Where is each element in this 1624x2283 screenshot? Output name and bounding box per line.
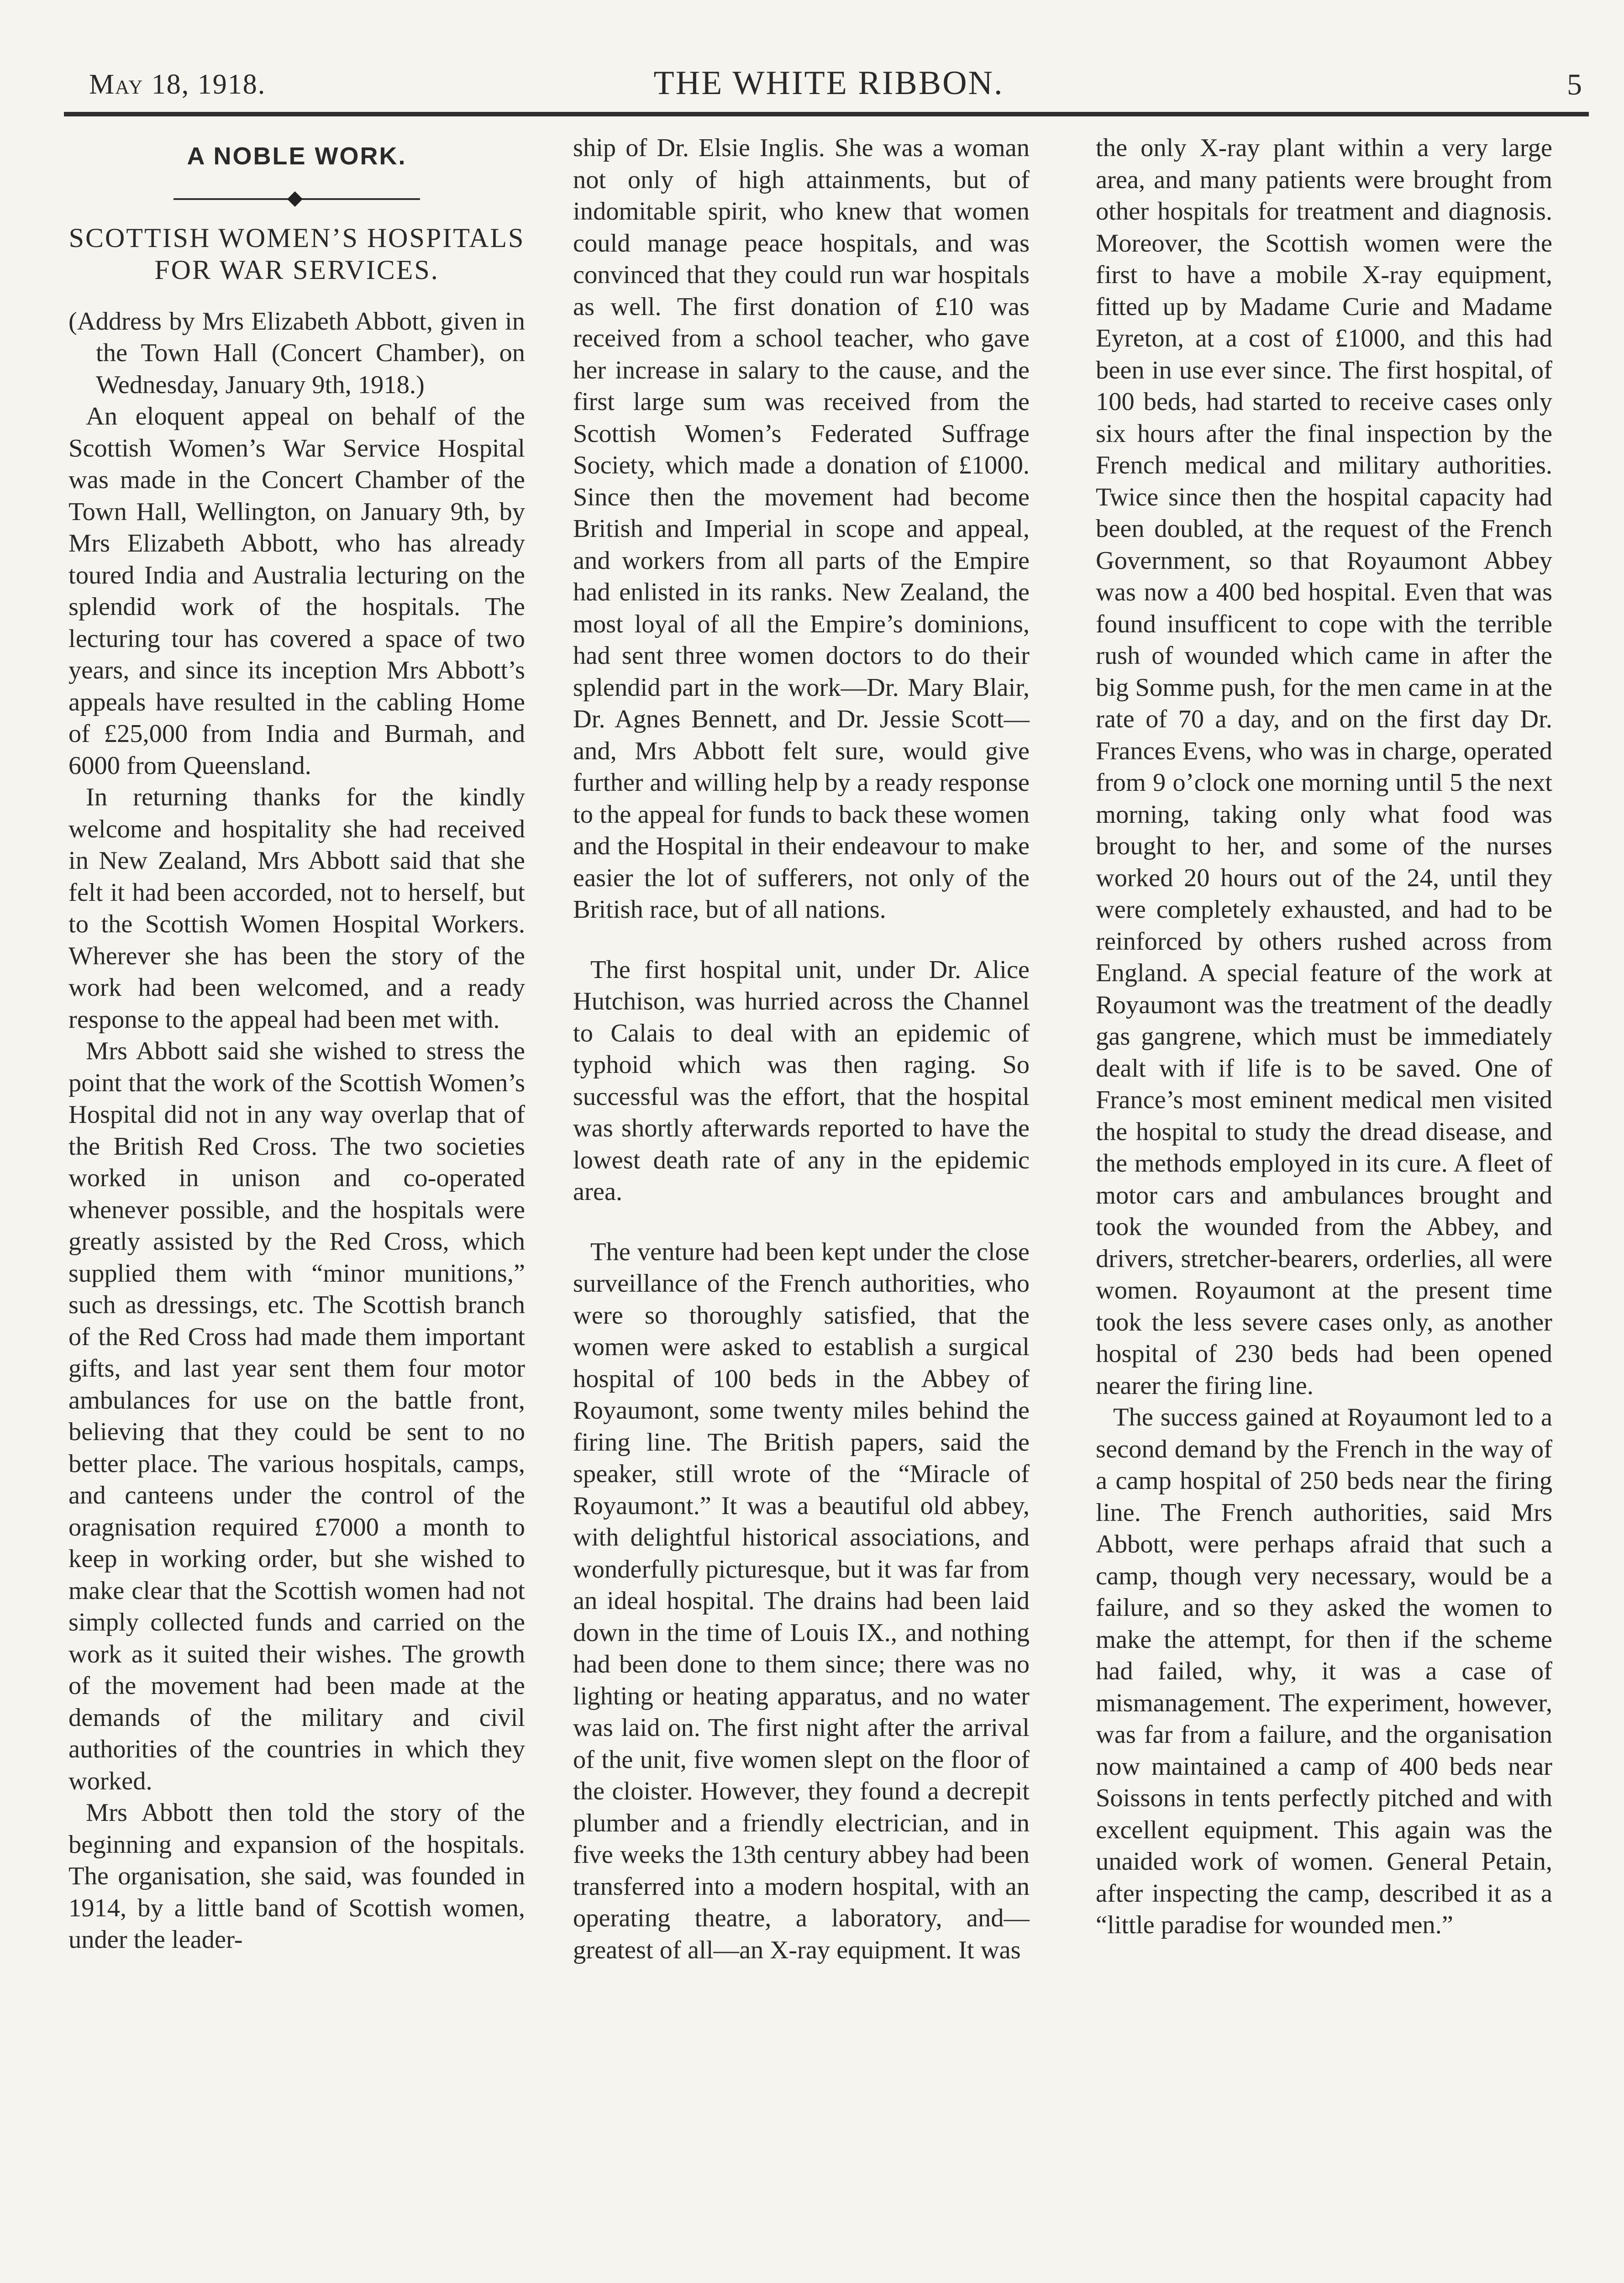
column-2 xyxy=(573,132,1030,1966)
paragraph: The first hospital unit, under Dr. Alice Hutchison, was hurried across the Channel to Calais to deal with an epidemic of typhoid which was then raging. So successful was the effort, that the hospital was shortly afterwards reported to have the lowest death rate of any in the epidemic area. xyxy=(573,955,1030,1206)
header-rule xyxy=(64,112,1589,116)
diamond-icon xyxy=(287,191,303,207)
paragraph: the only X-ray plant within a very large area, and many patients were brought from other hospitals for treatment and diagnosis. Moreover, the Scottish women were the first to have a mobile X-ray equipment, fitted up by Madame Curie and Madame Eyreton, at a cost of £1000, and this had been in use ever since. The first hospital, of 100 beds, had started to receive cases only six hours after the final inspection by the French medical and military authorities. Twice since then the hospital capacity had been doubled, at the request of the French Government, so that Royaumont Abbey was now a 400 bed hospital. Even that was found insufficent to cope with the terrible rush of wounded which came in after the big Somme push, for the men came in at the rate of 70 a day, and on the first day Dr. Frances Evens, who was in charge, operated from 9 o’clock one morning until 5 the next morning, taking only what food was brought to her, and some of the nurses worked 20 hours out of the 24, until they were completely exhausted, and had to be reinforced by others rushed across from England. A special feature of the work at Royaumont was the treatment of the deadly gas gangrene, which must be immediately dealt with if life is to be saved. One of France’s most eminent medical men visited the hospital to study the dread disease, and the methods employed in its cure. A fleet of motor cars and ambulances brought and took the wounded from the Abbey, and drivers, stretcher-bearers, orderlies, all were women. Royaumont at the present time took the less severe cases only, as another hospital of 230 beds had been opened nearer the firing line. xyxy=(1096,134,1552,1400)
paragraph: Mrs Abbott said she wished to stress the point that the work of the Scottish Women’s Hospital did not in any way overlap that of the British Red Cross. The two societies worked in unison and co-operated whenever possible, and the hospitals were greatly assisted by the Red Cross, which supplied them with “minor munitions,” such as dressings, etc. The Scottish branch of the Red Cross had made them important gifts, and last year sent them four motor ambulances for use on the battle front, believing that they could be sent to no better place. The various hospitals, camps, and canteens under the control of the oragnisation required £7000 a month to keep in working order, but she wished to make clear that the Scottish women had not simply collected funds and carried on the work as it suited their wishes. The growth of the movement had been made at the demands of the military and civil authorities of the countries in which they worked. xyxy=(68,1037,525,1795)
paragraph: Mrs Abbott then told the story of the beginning and expansion of the hospitals. The organisation, she said, was founded in 1914, by a little band of Scottish women, under the leader- xyxy=(68,1799,525,1954)
issue-date: May 18, 1918. xyxy=(89,69,266,100)
page-header xyxy=(66,59,1591,114)
paragraph: An eloquent appeal on behalf of the Scottish Women’s War Service Hospital was made in the Concert Chamber of the Town Hall, Wellington, on January 9th, by Mrs Elizabeth Abbott, who has already toured India and Australia lecturing on the splendid work of the hospitals. The lecturing tour has covered a space of two years, and since its inception Mrs Abbott’s appeals have resulted in the cabling Home of £25,000 from India and Burmah, and 6000 from Queensland. xyxy=(68,402,525,780)
article-headline: A NOBLE WORK. xyxy=(187,142,407,170)
page-number: 5 xyxy=(1567,68,1582,101)
column-1 xyxy=(68,132,525,1956)
column-3 xyxy=(1096,132,1552,1941)
paragraph: In returning thanks for the kindly welcome and hospitality she had received in New Zealand, Mrs Abbott said that she felt it had been accorded, not to herself, but to the Scottish Women Hospital Workers. Wherever she has been the story of the work had been welcomed, and a ready response to the appeal had been met with. xyxy=(68,783,525,1034)
address-note: (Address by Mrs Elizabeth Abbott, given in the Town Hall (Concert Chamber), on Wednesday, January 9th, 1918.) xyxy=(68,307,525,399)
paragraph: The venture had been kept under the close surveillance of the French authorities, who were so thoroughly satisfied, that the women were asked to establish a surgical hospital of 100 beds in the Abbey of Royaumont, some twenty miles behind the firing line. The British papers, said the speaker, still wrote of the “Miracle of Royaumont.” It was a beautiful old abbey, with delightful historical associations, and wonderfully picturesque, but it was far from an ideal hospital. The drains had been laid down in the time of Louis IX., and nothing had been done to them since; there was no lighting or heating apparatus, and no water was laid on. The first night after the arrival of the unit, five women slept on the floor of the cloister. However, they found a decrepit plumber and a friendly electrician, and in five weeks the 13th century abbey had been transferred into a modern hospital, with an operating theatre, a laboratory, and—greatest of all—an X-ray equipment. It was xyxy=(573,1237,1030,1964)
divider-ornament xyxy=(68,190,525,208)
paragraph: ship of Dr. Elsie Inglis. She was a woman not only of high attainments, but of indomitable spirit, who knew that women could manage peace hospitals, and was convinced that they could run war hospitals as well. The first donation of £10 was received from a school teacher, who gave her increase in salary to the cause, and the first large sum was received from the Scottish Women’s Federated Suffrage Society, which made a donation of £1000. Since then the movement had become British and Imperial in scope and appeal, and workers from all parts of the Empire had enlisted in its ranks. New Zealand, the most loyal of all the Empire’s dominions, had sent three women doctors to do their splendid part in the work—Dr. Mary Blair, Dr. Agnes Bennett, and Dr. Jessie Scott—and, Mrs Abbott felt sure, would give further and willing help by a ready response to the appeal for funds to back these women and the Hospital in their endeavour to make easier the lot of sufferers, not only of the British race, but of all nations. xyxy=(573,134,1030,924)
article-subheadline: SCOTTISH WOMEN’S HOSPITALS FOR WAR SERVICES. xyxy=(68,222,525,285)
publication-title: THE WHITE RIBBON. xyxy=(653,64,1004,102)
paragraph: The success gained at Royaumont led to a second demand by the French in the way of a camp hospital of 250 beds near the firing line. The French authorities, said Mrs Abbott, were perhaps afraid that such a camp, though very necessary, would be a failure, and so they asked the women to make the attempt, for then if the scheme had failed, why, it was a case of mismanagement. The experiment, however, was far from a failure, and the organisation now maintained a camp of 400 beds near Soissons in tents perfectly pitched and with excellent equipment. This again was the unaided work of women. General Petain, after inspecting the camp, described it as a “little paradise for wounded men.” xyxy=(1096,1403,1552,1939)
